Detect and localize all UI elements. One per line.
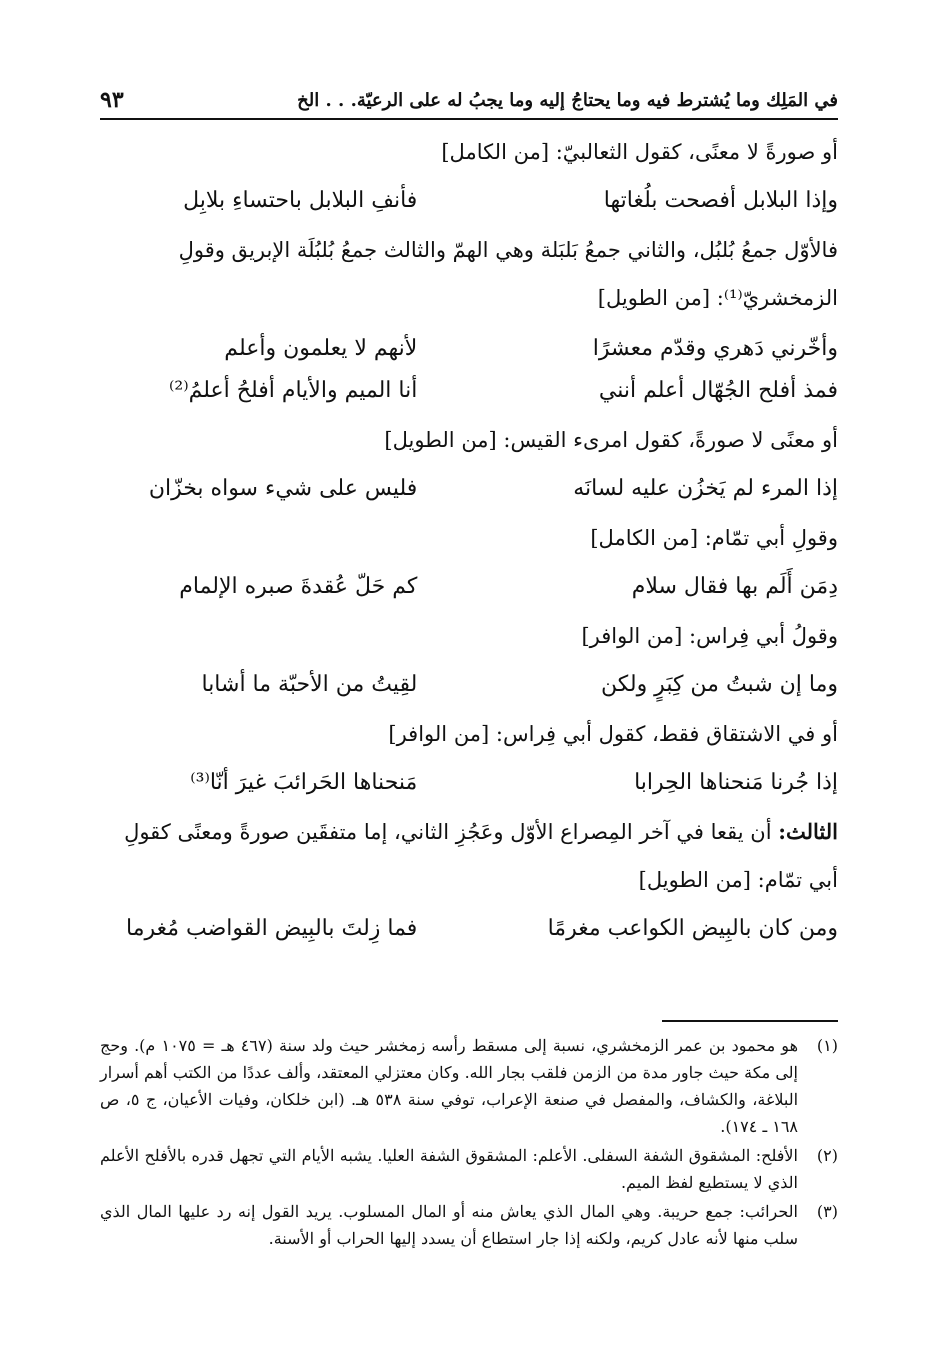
page-number: ٩٣ [100,87,124,113]
verse-second-hemistich: فليس على شيء سواه بخزّان [148,476,418,501]
verse-first-hemistich: وإذا البلابل أفصحت بلُغاتها [603,188,838,213]
footnote-number: (٢) [816,1146,838,1165]
verse-first-hemistich: ومن كان بالبِيض الكواعب مغرمًا [547,916,838,941]
verse-first-hemistich: وما إن شبتُ من كِبَرٍ ولكن [600,672,838,697]
main-text [100,128,838,954]
footnote-separator [662,1020,838,1022]
running-header-title: في المَلِك وما يُشترط فيه وما يحتاجُ إليه وما يجبُ له على الرعيّة. . . الخ [297,89,838,111]
footnote [100,1198,838,1252]
paragraph: أو معنًى لا صورةً، كقول امرىء القيس: [من الطويل] [384,428,838,452]
running-header [100,82,838,120]
verse-line [100,176,838,226]
footnote-text: هو محمود بن عمر الزمخشري، نسبة إلى مسقط رأسه زمخشر حيث ولد سنة (٤٦٧ هـ = ١٠٧٥ م). وحج إلى مكة حيث جاور مدة من الزمن فلقب بجار الله. وكان معتزلي المعتقد، وألف عددًا من الكتب أهم أسرار البلاغة، والكشاف، والمفصل في صنعة الإعراب، توفي سنة ٥٣٨ هـ. (ابن خلكان، وفيات الأعيان، ج ٥، ص ١٦٨ ـ ١٧٤). [100,1036,799,1136]
verse-line [100,758,838,808]
verse-line [100,464,838,514]
footnote-text: الحرائب: جمع حريبة. وهي المال الذي يعاش منه أو المال المسلوب. يريد القول إنه رد عليها المال الذي سلب منها لأنه عادل كريم، ولكنه إذا جار استطاع أن يسدد إليها الحراب أو الأسنة. [100,1202,799,1248]
footnote [100,1032,838,1140]
paragraph: فالأوّل جمعُ بُلبُل، والثاني جمعُ بَلبَلة وهي الهمّ والثالث جمعُ بُلبُلَة الإبريق وقولِ الزمخشريّ⁽¹⁾: [من الطويل] [178,238,838,310]
paragraph: أو صورةً لا معنًى، كقول الثعالبيّ: [من الكامل] [441,140,838,164]
footnote-number: (١) [816,1036,838,1055]
paragraph: أو في الاشتقاق فقط، كقول أبي فِراس: [من الوافر] [388,722,838,746]
footnote-text: الأفلح: المشقوق الشفة السفلى. الأعلم: المشقوق الشفة العليا. يشبه الأيام التي تجهل قدره بالأفلح الأعلم الذي لا يستطيع لفظ الميم. [100,1146,798,1192]
verse-line [100,660,838,710]
verse-second-hemistich: فما زِلتَ بالبِيض القواضب مُغرما [126,916,418,941]
verse-first-hemistich: دِمَن أَلَم بها فقال سلام [631,574,838,599]
verse-first-hemistich: إذا جُرنا مَنحناها الحِرابا [634,770,838,795]
verse-line [100,562,838,612]
section-label: الثالث: [778,819,838,844]
paragraph: وقولِ أبي تمّام: [من الكامل] [590,526,838,550]
verse-line [100,904,838,954]
verse-second-hemistich: فأنفِ البلابل باحتساءِ بلابِل [183,188,418,213]
verse-first-hemistich: وأخّرني دَهري وقدّم معشرًا [592,336,838,361]
verse-second-hemistich: مَنحناها الحَرائبَ غيرَ أنّا⁽³⁾ [190,770,418,795]
verse-second-hemistich: أنا الميم والأيام أفلحُ أعلمُ⁽²⁾ [168,378,418,403]
paragraph-text: أن يقعا في آخر المِصراع الأوّل وعَجُزِ الثاني، إما متفقَين صورةً ومعنًى كقولِ أبي تمّام: [من الطويل] [124,820,838,892]
verse-second-hemistich: لقِيتُ من الأحبّة ما أشابا [201,672,418,697]
verse-second-hemistich: لأنهم لا يعلمون وأعلم [224,336,418,361]
footnote-number: (٣) [816,1202,838,1221]
footnote [100,1142,838,1196]
verse-line [100,328,838,370]
verse-second-hemistich: كم حَلّ عُقدةَ صبره الإلمام [179,574,418,599]
paragraph [100,808,838,904]
verse-line [100,370,838,412]
paragraph: وقولُ أبي فِراس: [من الوافر] [581,624,838,648]
verse-first-hemistich: فمذ أفلح الجُهّال أعلم أنني [598,378,838,403]
footnotes [100,1032,838,1254]
verse-first-hemistich: إذا المرء لم يَخزُن عليه لسانَه [573,476,838,501]
